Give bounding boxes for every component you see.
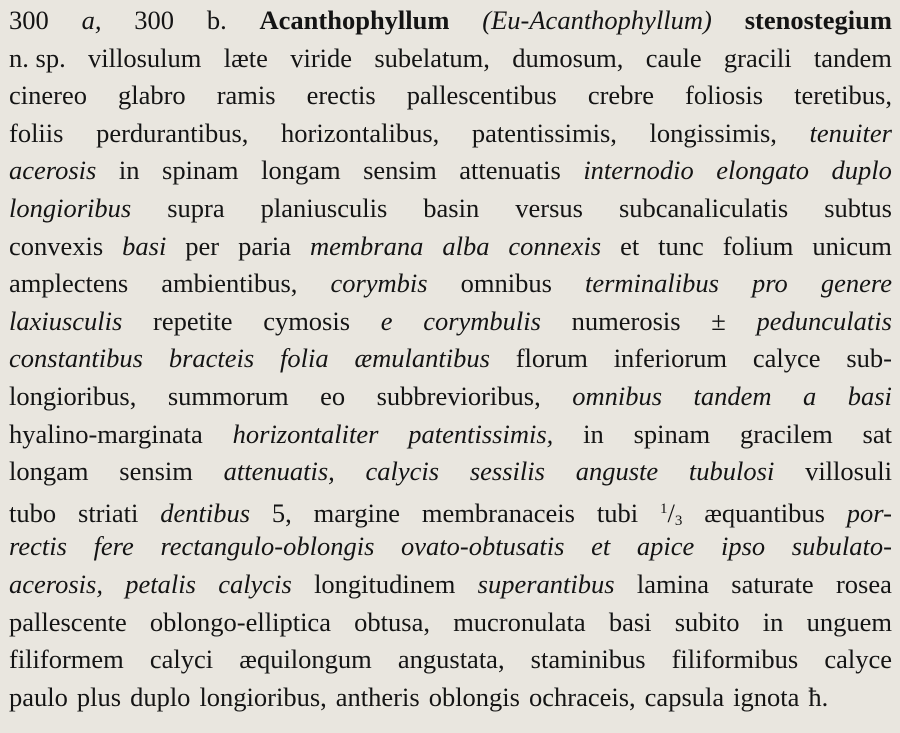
word: rectangulo-oblongis — [160, 531, 375, 562]
word: calycis — [365, 456, 440, 487]
word: corymbis — [330, 268, 428, 299]
word: longioribus, — [9, 380, 137, 411]
word: basi — [608, 606, 652, 637]
word: Acanthophyllum — [259, 5, 450, 35]
word: calyci — [149, 644, 214, 675]
word: acerosis, — [9, 568, 103, 599]
word: apice — [636, 531, 695, 562]
word: laxiusculis — [9, 305, 123, 336]
word: plus — [76, 681, 122, 712]
word: ochraceis, — [528, 681, 636, 712]
word: eo — [320, 380, 346, 411]
word: petalis — [125, 568, 196, 599]
word: folia — [280, 343, 329, 374]
word: ovato-obtusatis — [401, 531, 565, 562]
word: spinam — [633, 418, 711, 449]
text-line — [9, 190, 892, 228]
word: cymosis — [263, 305, 351, 336]
word: tubo — [9, 497, 57, 528]
word: genere — [820, 268, 892, 299]
word: a, — [81, 5, 102, 35]
word: basi — [122, 230, 167, 261]
word: pedunculatis — [756, 305, 892, 336]
word: supra — [167, 192, 225, 223]
word: omnibus — [460, 268, 552, 299]
word: membranaceis — [421, 497, 575, 528]
word: membrana — [310, 230, 424, 261]
word: numerosis — [571, 305, 681, 336]
word: superantibus — [477, 568, 615, 599]
text-line — [9, 641, 892, 679]
word: calycis — [218, 568, 292, 599]
word: subelatum, — [374, 42, 490, 73]
word: subcanaliculatis — [618, 192, 789, 223]
word: hyalino-marginata — [9, 418, 203, 449]
word: oblongis — [428, 681, 520, 712]
text-line — [9, 604, 892, 642]
word: 5, — [271, 497, 292, 528]
word: in — [762, 606, 784, 637]
word: angustata, — [397, 644, 505, 675]
species-description — [9, 2, 892, 716]
word: ambientibus, — [161, 268, 298, 299]
word: horizontaliter — [232, 418, 379, 449]
word: tubi — [596, 497, 639, 528]
word: per — [185, 230, 220, 261]
word: perdurantibus, — [96, 117, 249, 148]
word: internodio — [583, 155, 694, 186]
word: longioribus — [9, 192, 132, 223]
word: 300 — [9, 5, 49, 35]
word: versus — [515, 192, 583, 223]
word: elongato — [716, 155, 809, 186]
word: florum — [515, 343, 588, 374]
word: sub- — [846, 343, 892, 374]
word: striati — [78, 497, 139, 528]
word: ramis — [216, 80, 276, 111]
word: longioribus, — [199, 681, 327, 712]
word: antheris — [335, 681, 420, 712]
word: planiusculis — [260, 192, 388, 223]
word: ± — [711, 305, 726, 336]
word: capsula — [644, 681, 725, 712]
word: bracteis — [168, 343, 255, 374]
word: tunc — [658, 230, 704, 261]
word: læte — [223, 42, 268, 73]
word: patentissimis, — [408, 418, 554, 449]
word: corymbulis — [423, 305, 541, 336]
word: gracilem — [739, 418, 833, 449]
text-line — [9, 679, 892, 717]
word: æquantibus — [704, 497, 825, 528]
word: villosulum — [88, 42, 202, 73]
word: constantibus — [9, 343, 143, 374]
word: caule — [645, 42, 702, 73]
word: dentibus — [160, 497, 251, 528]
word: paria — [238, 230, 292, 261]
word: ħ. — [808, 681, 829, 712]
word: teretibus, — [794, 80, 892, 111]
word: staminibus — [530, 644, 646, 675]
word: foliis — [9, 117, 64, 148]
word: ignota — [733, 681, 800, 712]
word: erectis — [306, 80, 376, 111]
word: subito — [674, 606, 740, 637]
word: attenuatis, — [223, 456, 335, 487]
word: pro — [751, 268, 788, 299]
word: sensim — [119, 456, 193, 487]
text-line — [9, 303, 892, 341]
word: unguem — [806, 606, 892, 637]
word: por- — [846, 497, 892, 528]
word: basin — [423, 192, 480, 223]
word: paulo — [9, 681, 68, 712]
word: viride — [290, 42, 353, 73]
word: et — [591, 531, 611, 562]
text-line — [9, 528, 892, 566]
word: connexis — [508, 230, 602, 261]
word: tandem — [693, 380, 772, 411]
text-line — [9, 77, 892, 115]
word: rectis — [9, 531, 67, 562]
word: gracili — [723, 42, 792, 73]
word: æmulantibus — [354, 343, 490, 374]
text-line — [9, 40, 892, 78]
word: spinam — [162, 155, 239, 186]
word: subulato- — [791, 531, 892, 562]
word: acerosis — [9, 155, 97, 186]
word: subbrevioribus, — [376, 380, 541, 411]
word: 300 — [134, 5, 174, 35]
word: sat — [862, 418, 892, 449]
word: saturate — [731, 568, 814, 599]
word: unicum — [812, 230, 892, 261]
text-line — [9, 152, 892, 190]
word: inferiorum — [613, 343, 728, 374]
word: n. sp. — [9, 42, 66, 73]
word: attenuatis — [459, 155, 561, 186]
word: oblongo-elliptica — [149, 606, 331, 637]
word: tubulosi — [688, 456, 775, 487]
word: horizontalibus, — [281, 117, 440, 148]
word: amplectens — [9, 268, 129, 299]
word: duplo — [831, 155, 892, 186]
text-line — [9, 340, 892, 378]
text-line — [9, 115, 892, 153]
word: margine — [313, 497, 401, 528]
word: in — [583, 418, 604, 449]
word: dumosum, — [512, 42, 624, 73]
word: e — [380, 305, 393, 336]
word: repetite — [153, 305, 233, 336]
word: convexis — [9, 230, 104, 261]
word: ipso — [720, 531, 766, 562]
word: cinereo — [9, 80, 87, 111]
word: (Eu-Acanthophyllum) — [482, 5, 712, 35]
word: et — [620, 230, 640, 261]
word: stenostegium — [744, 5, 892, 35]
text-line — [9, 378, 892, 416]
word: summorum — [167, 380, 289, 411]
word: obtusa, — [354, 606, 430, 637]
word: longissimis, — [649, 117, 777, 148]
word: lamina — [636, 568, 710, 599]
word: calyce — [752, 343, 821, 374]
word: longitudinem — [314, 568, 456, 599]
word: longam — [9, 456, 89, 487]
text-line — [9, 265, 892, 303]
word: omnibus — [572, 380, 663, 411]
word: $^1/_3$ — [659, 497, 683, 529]
text-line — [9, 453, 892, 491]
word: pallescente — [9, 606, 127, 637]
word: duplo — [130, 681, 191, 712]
word: sessilis — [469, 456, 545, 487]
word: alba — [442, 230, 490, 261]
word: terminalibus — [584, 268, 719, 299]
word: tandem — [813, 42, 892, 73]
text-line — [9, 228, 892, 266]
word: fere — [93, 531, 134, 562]
word: a — [803, 380, 817, 411]
word: æquilongum — [239, 644, 372, 675]
word: foliosis — [685, 80, 764, 111]
word: basi — [847, 380, 892, 411]
word: tenuiter — [809, 117, 892, 148]
word: patentissimis, — [471, 117, 617, 148]
text-line — [9, 491, 892, 529]
word: subtus — [824, 192, 892, 223]
word: mucronulata — [453, 606, 586, 637]
word: filiformem — [9, 644, 124, 675]
text-line — [9, 566, 892, 604]
word: calyce — [824, 644, 892, 675]
word: longam — [261, 155, 341, 186]
word: glabro — [117, 80, 186, 111]
word: villosuli — [805, 456, 892, 487]
word: sensim — [363, 155, 437, 186]
word: b. — [206, 5, 227, 35]
word: in — [118, 155, 140, 186]
word: pallescentibus — [406, 80, 557, 111]
word: crebre — [587, 80, 655, 111]
word: anguste — [575, 456, 659, 487]
word: rosea — [835, 568, 892, 599]
text-line — [9, 416, 892, 454]
text-line — [9, 2, 892, 40]
word: folium — [722, 230, 794, 261]
word: filiformibus — [671, 644, 799, 675]
